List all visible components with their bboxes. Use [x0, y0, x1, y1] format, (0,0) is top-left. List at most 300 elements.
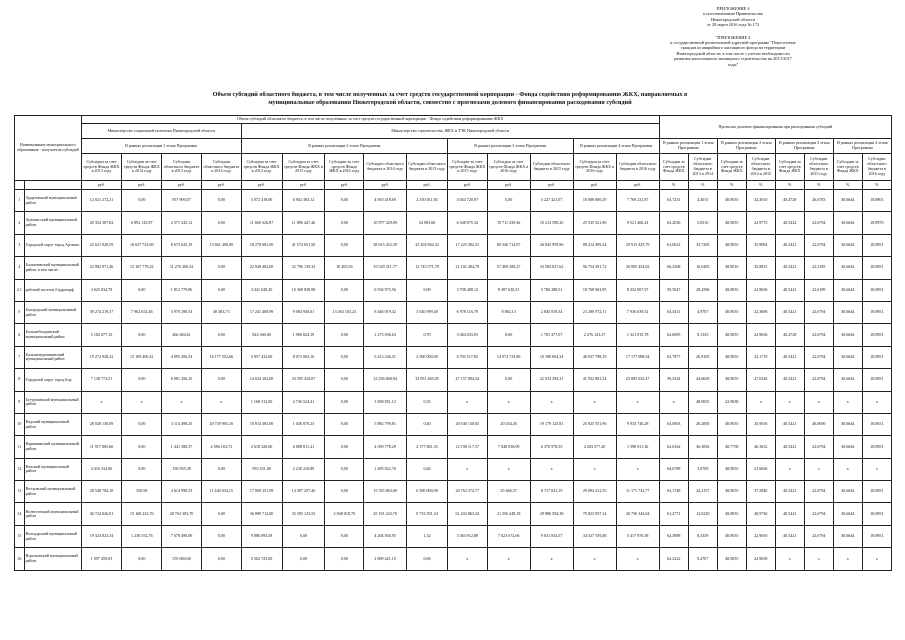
amount-cell: 1 026 070,23 — [282, 413, 325, 435]
row-number: 6 — [15, 324, 25, 346]
amount-cell: 12 745 571,79 — [407, 257, 448, 279]
percent-cell: 48,9055 — [688, 391, 717, 413]
column-header: Субсидии областного бюджета в 2016 году — [616, 154, 659, 181]
percent-cell: 48,9055 — [717, 234, 746, 256]
amount-cell: 6 892 143,87 — [122, 212, 162, 234]
amount-cell: 80 346 714,87 — [487, 234, 530, 256]
amount-cell: 6 370 978,35 — [530, 436, 573, 458]
unit-cell: % — [804, 181, 833, 190]
amount-cell: 2 736 524,41 — [282, 391, 325, 413]
amount-cell: 17 177 088,54 — [616, 346, 659, 368]
amount-cell: 0,46 — [407, 458, 448, 480]
pct-stage-3-header: В рамках реализации 3 этапа Программы — [775, 139, 833, 154]
amount-cell: 17 241 408,99 — [241, 301, 282, 323]
amount-cell: 19 711 339,36 — [487, 212, 530, 234]
amount-cell: 18 768 963,95 — [573, 279, 616, 301]
percent-cell: 18,8801 — [862, 190, 891, 212]
amount-cell: 2 845 819,34 — [530, 301, 573, 323]
column-header: Субсидии за счет средств Фонда ЖКХ в 2016 году — [487, 154, 530, 181]
percent-cell: 22,9658 — [717, 391, 746, 413]
amount-cell: 370 000,00 — [162, 548, 202, 570]
amount-cell: 14 972 733,86 — [487, 346, 530, 368]
amount-cell: 0,00 — [325, 548, 364, 570]
amount-cell: 7 678 490,00 — [162, 525, 202, 547]
amount-cell: 3 364 912,88 — [447, 525, 487, 547]
percent-cell: 40,5421 — [775, 257, 804, 279]
municipality-name: Воротынский муниципальный район — [24, 548, 81, 570]
amount-cell: x — [487, 548, 530, 570]
percent-cell: 22,6794 — [804, 369, 833, 391]
municipality-name: Володарский муниципальный район — [24, 525, 81, 547]
amount-cell: 0 752 591,34 — [407, 503, 448, 525]
amount-cell: 1 900 824,19 — [282, 324, 325, 346]
percent-cell: 24,3010 — [746, 190, 775, 212]
amount-cell: 20 354 387,84 — [81, 212, 122, 234]
amount-cell: 21 102 494,79 — [447, 257, 487, 279]
amount-cell: 1 997 459,03 — [81, 548, 122, 570]
table-row — [15, 324, 892, 346]
amount-cell: 61 433 863,34 — [447, 503, 487, 525]
amount-cell: 46 037 798,19 — [573, 346, 616, 368]
municipality-name: Вадский муниципальный район — [24, 413, 81, 435]
row-number: 4 — [15, 257, 25, 279]
amount-cell: 0,00 — [325, 458, 364, 480]
amount-cell: 8 232 907,97 — [616, 279, 659, 301]
header-line: ПРИЛОЖЕНИЕ 4 — [716, 6, 750, 11]
table-row — [15, 212, 892, 234]
percent-cell: 62,6095 — [659, 324, 688, 346]
amount-cell: 47 157 804,34 — [447, 369, 487, 391]
amount-cell: 0,00 — [201, 525, 241, 547]
unit-cell: руб. — [325, 181, 364, 190]
percent-cell: x — [804, 458, 833, 480]
amount-cell: 35 529 311,77 — [364, 257, 407, 279]
table-row — [15, 503, 892, 525]
amount-cell: 10 977 329,09 — [364, 212, 407, 234]
column-header: Субсидии областного бюджета в 2014 году — [201, 154, 241, 181]
unit-cell: % — [717, 181, 746, 190]
amount-cell: 1 238 552,76 — [122, 525, 162, 547]
percent-cell: x — [862, 548, 891, 570]
mo-header: Наименование муниципального образования - получателя субсидий — [15, 116, 82, 181]
percent-cell: x — [833, 548, 862, 570]
percent-cell: x — [775, 458, 804, 480]
unit-cell: руб. — [364, 181, 407, 190]
amount-cell: 0,00 — [325, 234, 364, 256]
amount-cell: 11 896 447,46 — [282, 212, 325, 234]
percent-cell: x — [833, 391, 862, 413]
column-header: Субсидии за счет средств Фонда ЖКХ в 2014 году — [122, 154, 162, 181]
column-header: Субсидии областного бюджета в 2016 году — [862, 154, 891, 181]
percent-cell: 48,9055 — [717, 503, 746, 525]
amount-cell: 0,00 — [201, 458, 241, 480]
amount-cell: 0,00 — [201, 369, 241, 391]
column-header: Субсидии за счет средств Фонда ЖКХ в 2016 году — [573, 154, 616, 181]
percent-cell: 26,9105 — [688, 346, 717, 368]
row-number: 2 — [15, 212, 25, 234]
percent-cell: 30,6644 — [833, 234, 862, 256]
percent-cell: 24,2157 — [688, 481, 717, 503]
unit-cell: % — [659, 181, 688, 190]
amount-cell: 20 763 374,77 — [447, 481, 487, 503]
percent-cell: 22,9650 — [746, 525, 775, 547]
amount-cell: 23 256 868,94 — [364, 369, 407, 391]
row-number: 7 — [15, 346, 25, 368]
percent-cell: 18,8951 — [862, 503, 891, 525]
percent-cell: 8,3339 — [688, 525, 717, 547]
table-row — [15, 391, 892, 413]
amount-cell: 11 440 034,15 — [201, 481, 241, 503]
amount-cell: 0,00 — [201, 503, 241, 525]
amount-cell: 20 434,45 — [487, 413, 530, 435]
column-header: Субсидии областного бюджета в 2014 году — [364, 154, 407, 181]
amount-cell: 0,40 — [407, 413, 448, 435]
percent-cell: 13,0229 — [688, 503, 717, 525]
amount-cell: 36 724 026,01 — [81, 503, 122, 525]
amount-cell: 28 615 452,39 — [364, 234, 407, 256]
column-header: Субсидии областного бюджета в 2015 году — [407, 154, 448, 181]
amount-cell: 33 584 827,62 — [530, 257, 573, 279]
amount-cell: 23 982 971,46 — [81, 257, 122, 279]
table-row — [15, 234, 892, 256]
percent-cell: 48,9055 — [717, 324, 746, 346]
amount-cell: 22 032 394,31 — [530, 369, 573, 391]
unit-cell: руб. — [407, 181, 448, 190]
amount-cell: 0,00 — [325, 436, 364, 458]
unit-cell: руб. — [201, 181, 241, 190]
municipality-name: Городской округ город Арзамас — [24, 234, 81, 256]
amount-cell: 2 809 421,10 — [364, 548, 407, 570]
row-number: 11 — [15, 436, 25, 458]
column-header: Субсидии за счет средств Фонда ЖКХ в 2013 году — [81, 154, 122, 181]
amount-cell: x — [447, 458, 487, 480]
municipality-name: Балахнинский муниципальный район, в том числе: — [24, 257, 81, 279]
table-row — [15, 279, 892, 301]
percent-cell: 30,6644 — [833, 346, 862, 368]
percent-cell: 18,8951 — [862, 324, 891, 346]
amount-cell: 3 920 999,40 — [407, 301, 448, 323]
amount-cell: 23 204 864,32 — [407, 234, 448, 256]
amount-cell: 4 203 577,20 — [573, 436, 616, 458]
percent-cell: x — [804, 548, 833, 570]
amount-cell: 8 717 041,19 — [530, 481, 573, 503]
header-line: граждан из аварийного жилищного фонда на территории — [680, 45, 786, 51]
percent-cell: 21,6636 — [746, 458, 775, 480]
amount-cell: 19 179 125,81 — [530, 413, 573, 435]
percent-cell: 36,3092 — [688, 436, 717, 458]
table-row — [15, 548, 892, 570]
amount-cell: 6 500 000,00 — [407, 481, 448, 503]
municipality-name: Ардатовский муниципальный район — [24, 190, 81, 212]
column-header: Субсидии за счет средств Фонда ЖКХ — [775, 154, 804, 181]
percent-cell: 22,6794 — [804, 481, 833, 503]
ministry-construction: Министерство строительства, ЖКХ и ТЭК Нижегородской области — [241, 124, 659, 139]
amount-cell: 28 026 130,09 — [81, 413, 122, 435]
percent-cell: 18,8951 — [862, 369, 891, 391]
row-number: 5 — [15, 301, 25, 323]
amount-cell: x — [530, 458, 573, 480]
amount-cell: 7 048 038,09 — [487, 436, 530, 458]
amount-cell: 4 059 778,29 — [364, 436, 407, 458]
amount-cell: 2 048 018,70 — [325, 503, 364, 525]
amount-cell: 0,00 — [122, 279, 162, 301]
percent-cell: 40,5421 — [775, 369, 804, 391]
amount-cell: 5 182 077,16 — [81, 324, 122, 346]
amount-cell: 2 230 216,89 — [282, 458, 325, 480]
amount-cell: 19 272 928,32 — [81, 346, 122, 368]
percent-cell: 40,5421 — [775, 279, 804, 301]
amount-cell: 20 739 965,16 — [201, 413, 241, 435]
amount-cell: x — [81, 391, 122, 413]
amount-cell: 0,00 — [325, 324, 364, 346]
municipality-name: Вознесенский муниципальный район — [24, 503, 81, 525]
percent-cell: 18,8951 — [862, 279, 891, 301]
amount-cell: 22 621 928,59 — [81, 234, 122, 256]
percent-cell: 63,5411 — [659, 301, 688, 323]
amount-cell: 6 548 075,32 — [447, 212, 487, 234]
percent-cell: 18,8651 — [862, 413, 891, 435]
amount-cell: 0,06 — [407, 548, 448, 570]
amount-cell: 36 089 712,00 — [241, 503, 282, 525]
percent-cell: 40,5422 — [775, 212, 804, 234]
header-line: "ПРИЛОЖЕНИЕ 4 — [715, 34, 751, 40]
percent-cell: 59,5047 — [659, 279, 688, 301]
amount-cell: 158 955,38 — [162, 458, 202, 480]
percent-cell: 48,9055 — [717, 369, 746, 391]
amount-cell: 88 214 499,24 — [573, 234, 616, 256]
municipality-name: рабочий поселок Гидроторф — [24, 279, 81, 301]
amount-cell: 25 666,57 — [487, 481, 530, 503]
percent-cell: 40,5421 — [775, 503, 804, 525]
amount-cell: 36 756 343,04 — [616, 503, 659, 525]
amount-cell: 17 223 302,31 — [447, 234, 487, 256]
percent-cell: 22,6794 — [804, 324, 833, 346]
amount-cell: 17 069 251,99 — [241, 481, 282, 503]
stage-2-header: В рамках реализации 2 этапа Программы — [241, 139, 447, 154]
percent-cell: 26,6783 — [804, 190, 833, 212]
percent-cell: 40,5421 — [775, 346, 804, 368]
percent-cell: 30,9736 — [746, 503, 775, 525]
percent-cell: 22,9658 — [746, 548, 775, 570]
row-number: 1 — [15, 190, 25, 212]
amount-cell: 20 540 130,65 — [447, 413, 487, 435]
percent-cell: 61,2771 — [659, 503, 688, 525]
unit-cell: руб. — [573, 181, 616, 190]
column-header: Субсидии областного бюджета в 2013 и 2014 — [688, 154, 717, 181]
amount-cell: 1 838 851,12 — [364, 391, 407, 413]
percent-cell: x — [804, 391, 833, 413]
amount-cell: 2 571 345,12 — [162, 212, 202, 234]
percent-cell: 48,9055 — [717, 212, 746, 234]
amount-cell: 10 369 838,98 — [282, 279, 325, 301]
amount-cell: 824 360,00 — [241, 324, 282, 346]
table-row — [15, 257, 892, 279]
percent-cell: 60,2368 — [659, 257, 688, 279]
header-line: от 28 марта 2016 года № 172 — [706, 22, 760, 28]
column-header: Субсидии областного бюджета в 2015 году — [804, 154, 833, 181]
percent-cell: 48,9016 — [717, 257, 746, 279]
row-number: 8 — [15, 369, 25, 391]
units-spacer — [24, 181, 81, 190]
unit-cell: руб. — [530, 181, 573, 190]
amount-cell: 6 934 975,56 — [364, 279, 407, 301]
unit-cell: % — [775, 181, 804, 190]
amount-cell: 1 781 477,07 — [530, 324, 573, 346]
percent-cell: 30,6644 — [833, 525, 862, 547]
amount-cell: 0,00 — [487, 190, 530, 212]
amount-cell: 25 925 551,96 — [573, 413, 616, 435]
amount-cell: 0,00 — [325, 190, 364, 212]
row-number: 13 — [15, 481, 25, 503]
table-row — [15, 481, 892, 503]
amount-cell: 79 823 957,14 — [573, 503, 616, 525]
percent-cell: 40,5421 — [775, 301, 804, 323]
subsidy-table-container — [14, 115, 892, 571]
amount-cell: 7 936 639,52 — [616, 301, 659, 323]
document-header — [583, 6, 883, 67]
amount-cell: 23 085 033,47 — [616, 369, 659, 391]
percent-cell: 40,3421 — [775, 234, 804, 256]
amount-cell: 1 495 922,76 — [364, 458, 407, 480]
amount-cell: 25 191 243,70 — [364, 503, 407, 525]
percent-cell: 4,4015 — [688, 190, 717, 212]
percent-cell: 40,5421 — [775, 481, 804, 503]
amount-cell: 1 441 380,37 — [162, 436, 202, 458]
amount-cell: 5 502 723,00 — [241, 548, 282, 570]
amount-cell: 0,00 — [325, 525, 364, 547]
amount-cell: 11 917 805,60 — [81, 436, 122, 458]
top-caption: Объем субсидий областного бюджета, в том числе полученных за счет средств государственной корпорации - Фонда содействия реформированию ЖКХ — [81, 116, 659, 124]
unit-cell: руб. — [487, 181, 530, 190]
amount-cell: 15 168 223,76 — [122, 503, 162, 525]
amount-cell: 5 780 288,51 — [530, 279, 573, 301]
amount-cell: 5 882 799,81 — [364, 413, 407, 435]
amount-cell: 4 044 720,97 — [447, 190, 487, 212]
percent-cell: 18,8951 — [862, 257, 891, 279]
percent-cell: 48,9055 — [717, 346, 746, 368]
amount-cell: 12 190 117,57 — [447, 436, 487, 458]
table-row — [15, 190, 892, 212]
amount-cell: 0,00 — [122, 548, 162, 570]
percent-cell: 63,7231 — [659, 190, 688, 212]
stage-3-header: В рамках реализации 3 этапа Программы — [447, 139, 573, 154]
row-number: 15 — [15, 525, 25, 547]
amount-cell: 5 417 976,38 — [616, 525, 659, 547]
amount-cell: 0,00 — [122, 369, 162, 391]
amount-cell: 3 970 290,54 — [162, 301, 202, 323]
amount-cell: x — [530, 391, 573, 413]
amount-cell: 3 957 432,00 — [241, 346, 282, 368]
amount-cell: 39 274 219,37 — [81, 301, 122, 323]
percent-cell: 25,9016 — [746, 413, 775, 435]
amount-cell: 4 204 836,95 — [364, 525, 407, 547]
amount-cell: 0,00 — [325, 481, 364, 503]
percent-cell: 22,6794 — [804, 436, 833, 458]
amount-cell: 466 484,61 — [162, 324, 202, 346]
percent-cell: 10,0483 — [688, 257, 717, 279]
amount-cell: 30 005 454,82 — [616, 257, 659, 279]
amount-cell: 10 814 383,00 — [241, 413, 282, 435]
amount-cell: 29 915 425,79 — [616, 234, 659, 256]
amount-cell: 2 618 320,00 — [241, 436, 282, 458]
amount-cell: 4 416 334,86 — [81, 458, 122, 480]
percent-cell: 22,9656 — [746, 279, 775, 301]
amount-cell: 6 978 116,78 — [447, 301, 487, 323]
amount-cell: 0,00 — [325, 346, 364, 368]
amount-cell: 0,00 — [325, 369, 364, 391]
percent-cell: 20,2850 — [688, 413, 717, 435]
amount-cell: 0,00 — [122, 436, 162, 458]
percent-cell: 46,3652 — [746, 436, 775, 458]
amount-cell: 5 413 246,31 — [364, 346, 407, 368]
amount-cell: 12 021 272,21 — [81, 190, 122, 212]
amount-cell: 57 409 380,27 — [487, 257, 530, 279]
unit-cell: % — [746, 181, 775, 190]
amount-cell: 7 138 774,51 — [81, 369, 122, 391]
percent-cell: 30,6644 — [833, 190, 862, 212]
amount-cell: 8 882,13 — [487, 301, 530, 323]
amount-cell: 29 093 412,55 — [573, 481, 616, 503]
amount-cell: 16 177 352,66 — [201, 346, 241, 368]
percent-cell: 48,9055 — [717, 481, 746, 503]
ministry-social: Министерство социальной политики Нижегородской области — [81, 124, 241, 139]
percent-cell: 18,8951 — [862, 346, 891, 368]
amount-cell: 18 278 681,00 — [241, 234, 282, 256]
percent-cell: x — [862, 391, 891, 413]
amount-cell: 13 463 103,23 — [325, 301, 364, 323]
percent-cell: 40,4728 — [775, 324, 804, 346]
percent-cell: 5,0310 — [688, 212, 717, 234]
percent-cell: 22,9656 — [746, 324, 775, 346]
percent-cell: 48,9055 — [717, 458, 746, 480]
percent-cell: 40,5421 — [775, 413, 804, 435]
percent-cell: 22,6794 — [804, 301, 833, 323]
amount-cell: 0,00 — [201, 324, 241, 346]
percent-cell: 22,6794 — [804, 503, 833, 525]
percent-cell: 63,2036 — [659, 212, 688, 234]
column-header: Субсидии областного бюджета в 2013 году — [162, 154, 202, 181]
amount-cell: x — [162, 391, 202, 413]
amount-cell: x — [573, 548, 616, 570]
amount-cell: 3 708 408,12 — [447, 279, 487, 301]
amount-cell: 33 595 410,07 — [282, 369, 325, 391]
amount-cell: 15 355 863,00 — [364, 481, 407, 503]
row-number: 10 — [15, 413, 25, 435]
percent-cell: 64,6788 — [659, 458, 688, 480]
percent-cell: 62,6162 — [659, 436, 688, 458]
percent-cell: 18,8951 — [862, 301, 891, 323]
amount-cell: 1 273 036,63 — [364, 324, 407, 346]
amount-cell: 41 932 881,34 — [573, 369, 616, 391]
column-header: Субсидии областного бюджета в 2015 году — [530, 154, 573, 181]
amount-cell: 15 167 779,22 — [122, 257, 162, 279]
municipality-name: Арзамасский муниципальный район — [24, 212, 81, 234]
percent-cell: 22,3185 — [804, 257, 833, 279]
header-line: развития малоэтажного жилищного строительства на 2013-2017 — [674, 56, 792, 62]
amount-cell: 16 637 723,69 — [122, 234, 162, 256]
row-number: 9 — [15, 391, 25, 413]
pct-stage-1-header: В рамках реализации 1 этапа Программы — [659, 139, 717, 154]
percent-cell: x — [775, 548, 804, 570]
amount-cell: 8 081 456,35 — [162, 369, 202, 391]
percent-cell: 22,6794 — [804, 212, 833, 234]
column-header: Субсидии за счет средств Фонда ЖКХ в 2014 году — [241, 154, 282, 181]
amount-cell: 9 933 746,28 — [616, 413, 659, 435]
amount-cell: 0,55 — [407, 391, 448, 413]
percent-cell: 48,9055 — [717, 279, 746, 301]
municipality-name: Варнавинский муниципальный район — [24, 436, 81, 458]
percent-cell: 48,9055 — [717, 548, 746, 570]
